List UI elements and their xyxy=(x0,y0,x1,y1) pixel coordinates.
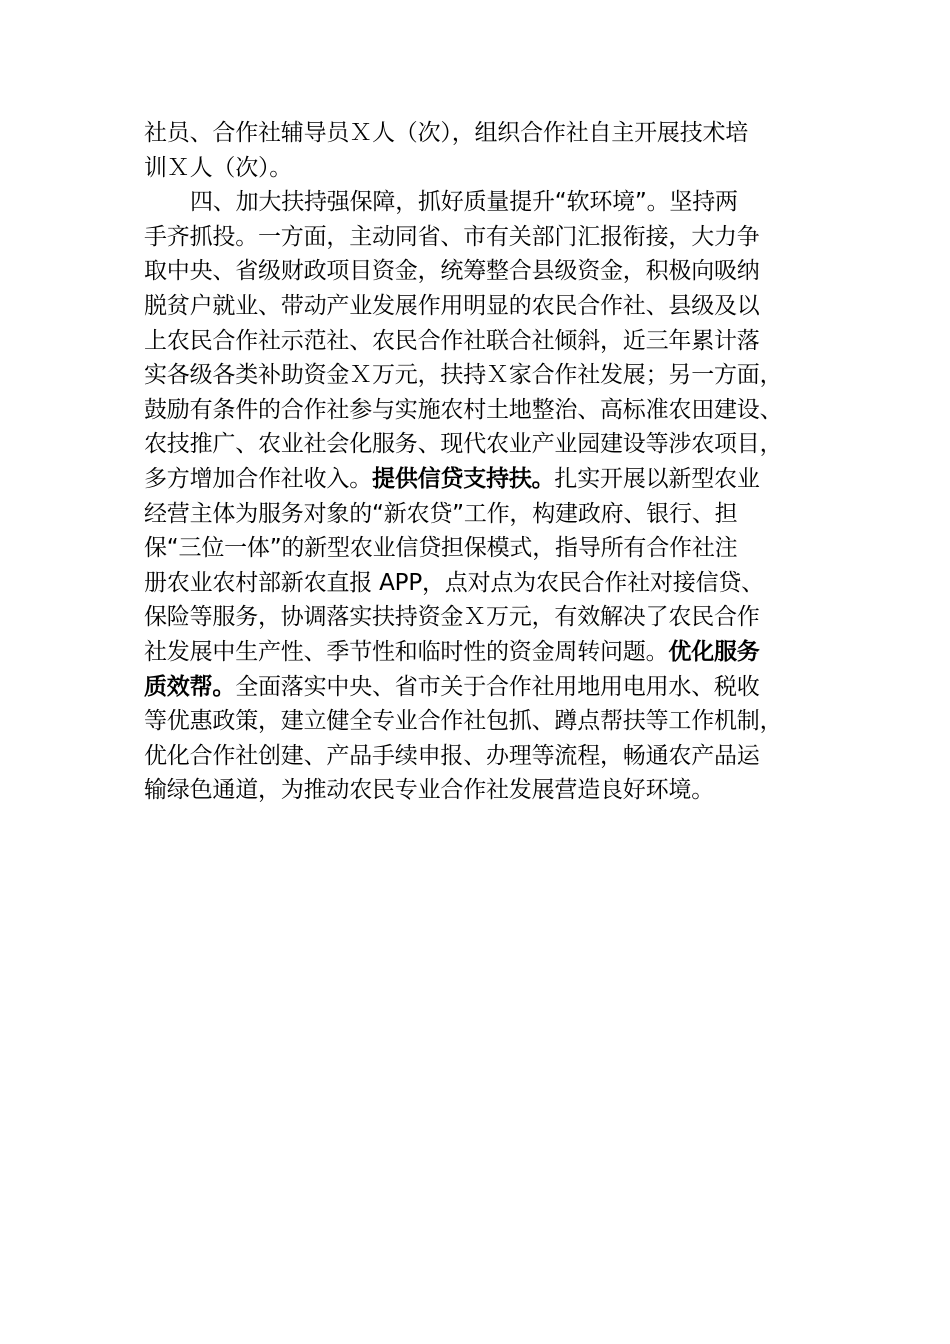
plain-text: 社发展中生产性、季节性和临时性的资金周转问题。 xyxy=(144,638,669,665)
bold-subheading: 优化服务 xyxy=(668,638,760,665)
plain-text: 扎实开展以新型农业 xyxy=(554,465,760,492)
text-line-with-bold xyxy=(144,670,808,705)
text-line: 输绿色通道，为推动农民专业合作社发展营造良好环境。 xyxy=(144,777,715,804)
text-line: 等优惠政策，建立健全专业合作社包抓、蹲点帮扶等工作机制， xyxy=(144,708,783,735)
text-line: 优化合作社创建、产品手续申报、办理等流程，畅通农产品运 xyxy=(144,742,760,769)
text-line: 保“三位一体”的新型农业信贷担保模式，指导所有合作社注 xyxy=(144,535,738,562)
text-line-with-bold xyxy=(144,635,808,670)
text-line: 脱贫户就业、带动产业发展作用明显的农民合作社、县级及以 xyxy=(144,292,760,319)
text-line: 取中央、省级财政项目资金，统筹整合县级资金，积极向吸纳 xyxy=(144,258,760,285)
text-line: 手齐抓投。一方面，主动同省、市有关部门汇报衔接，大力争 xyxy=(144,223,760,250)
text-line: 鼓励有条件的合作社参与实施农村土地整治、高标准农田建设、 xyxy=(144,396,783,423)
text-line: 上农民合作社示范社、农民合作社联合社倾斜，近三年累计落 xyxy=(144,327,760,354)
text-line: 保险等服务，协调落实扶持资金Ｘ万元，有效解决了农民合作 xyxy=(144,604,760,631)
plain-text: 多方增加合作社收入。 xyxy=(144,465,373,492)
bold-subheading: 提供信贷支持扶。 xyxy=(372,465,555,492)
text-line: 社员、合作社辅导员Ｘ人（次），组织合作社自主开展技术培 xyxy=(144,120,749,146)
plain-text: 全面落实中央、省市关于合作社用地用电用水、税收 xyxy=(235,673,760,700)
text-line: 册农业农村部新农直报 APP，点对点为农民合作社对接信贷、 xyxy=(144,569,764,596)
text-line: 经营主体为服务对象的“新农贷”工作，构建政府、银行、担 xyxy=(144,500,738,527)
text-line: 农技推广、农业社会化服务、现代农业产业园建设等涉农项目， xyxy=(144,431,783,458)
body-text xyxy=(144,116,808,808)
text-line: 训Ｘ人（次）。 xyxy=(144,154,293,181)
text-line: 实各级各类补助资金Ｘ万元，扶持Ｘ家合作社发展；另一方面， xyxy=(144,362,783,389)
text-line-with-bold xyxy=(144,462,808,497)
bold-subheading: 质效帮。 xyxy=(144,673,236,700)
section-heading-line: 四、加大扶持强保障，抓好质量提升“软环境”。坚持两 xyxy=(190,189,738,216)
